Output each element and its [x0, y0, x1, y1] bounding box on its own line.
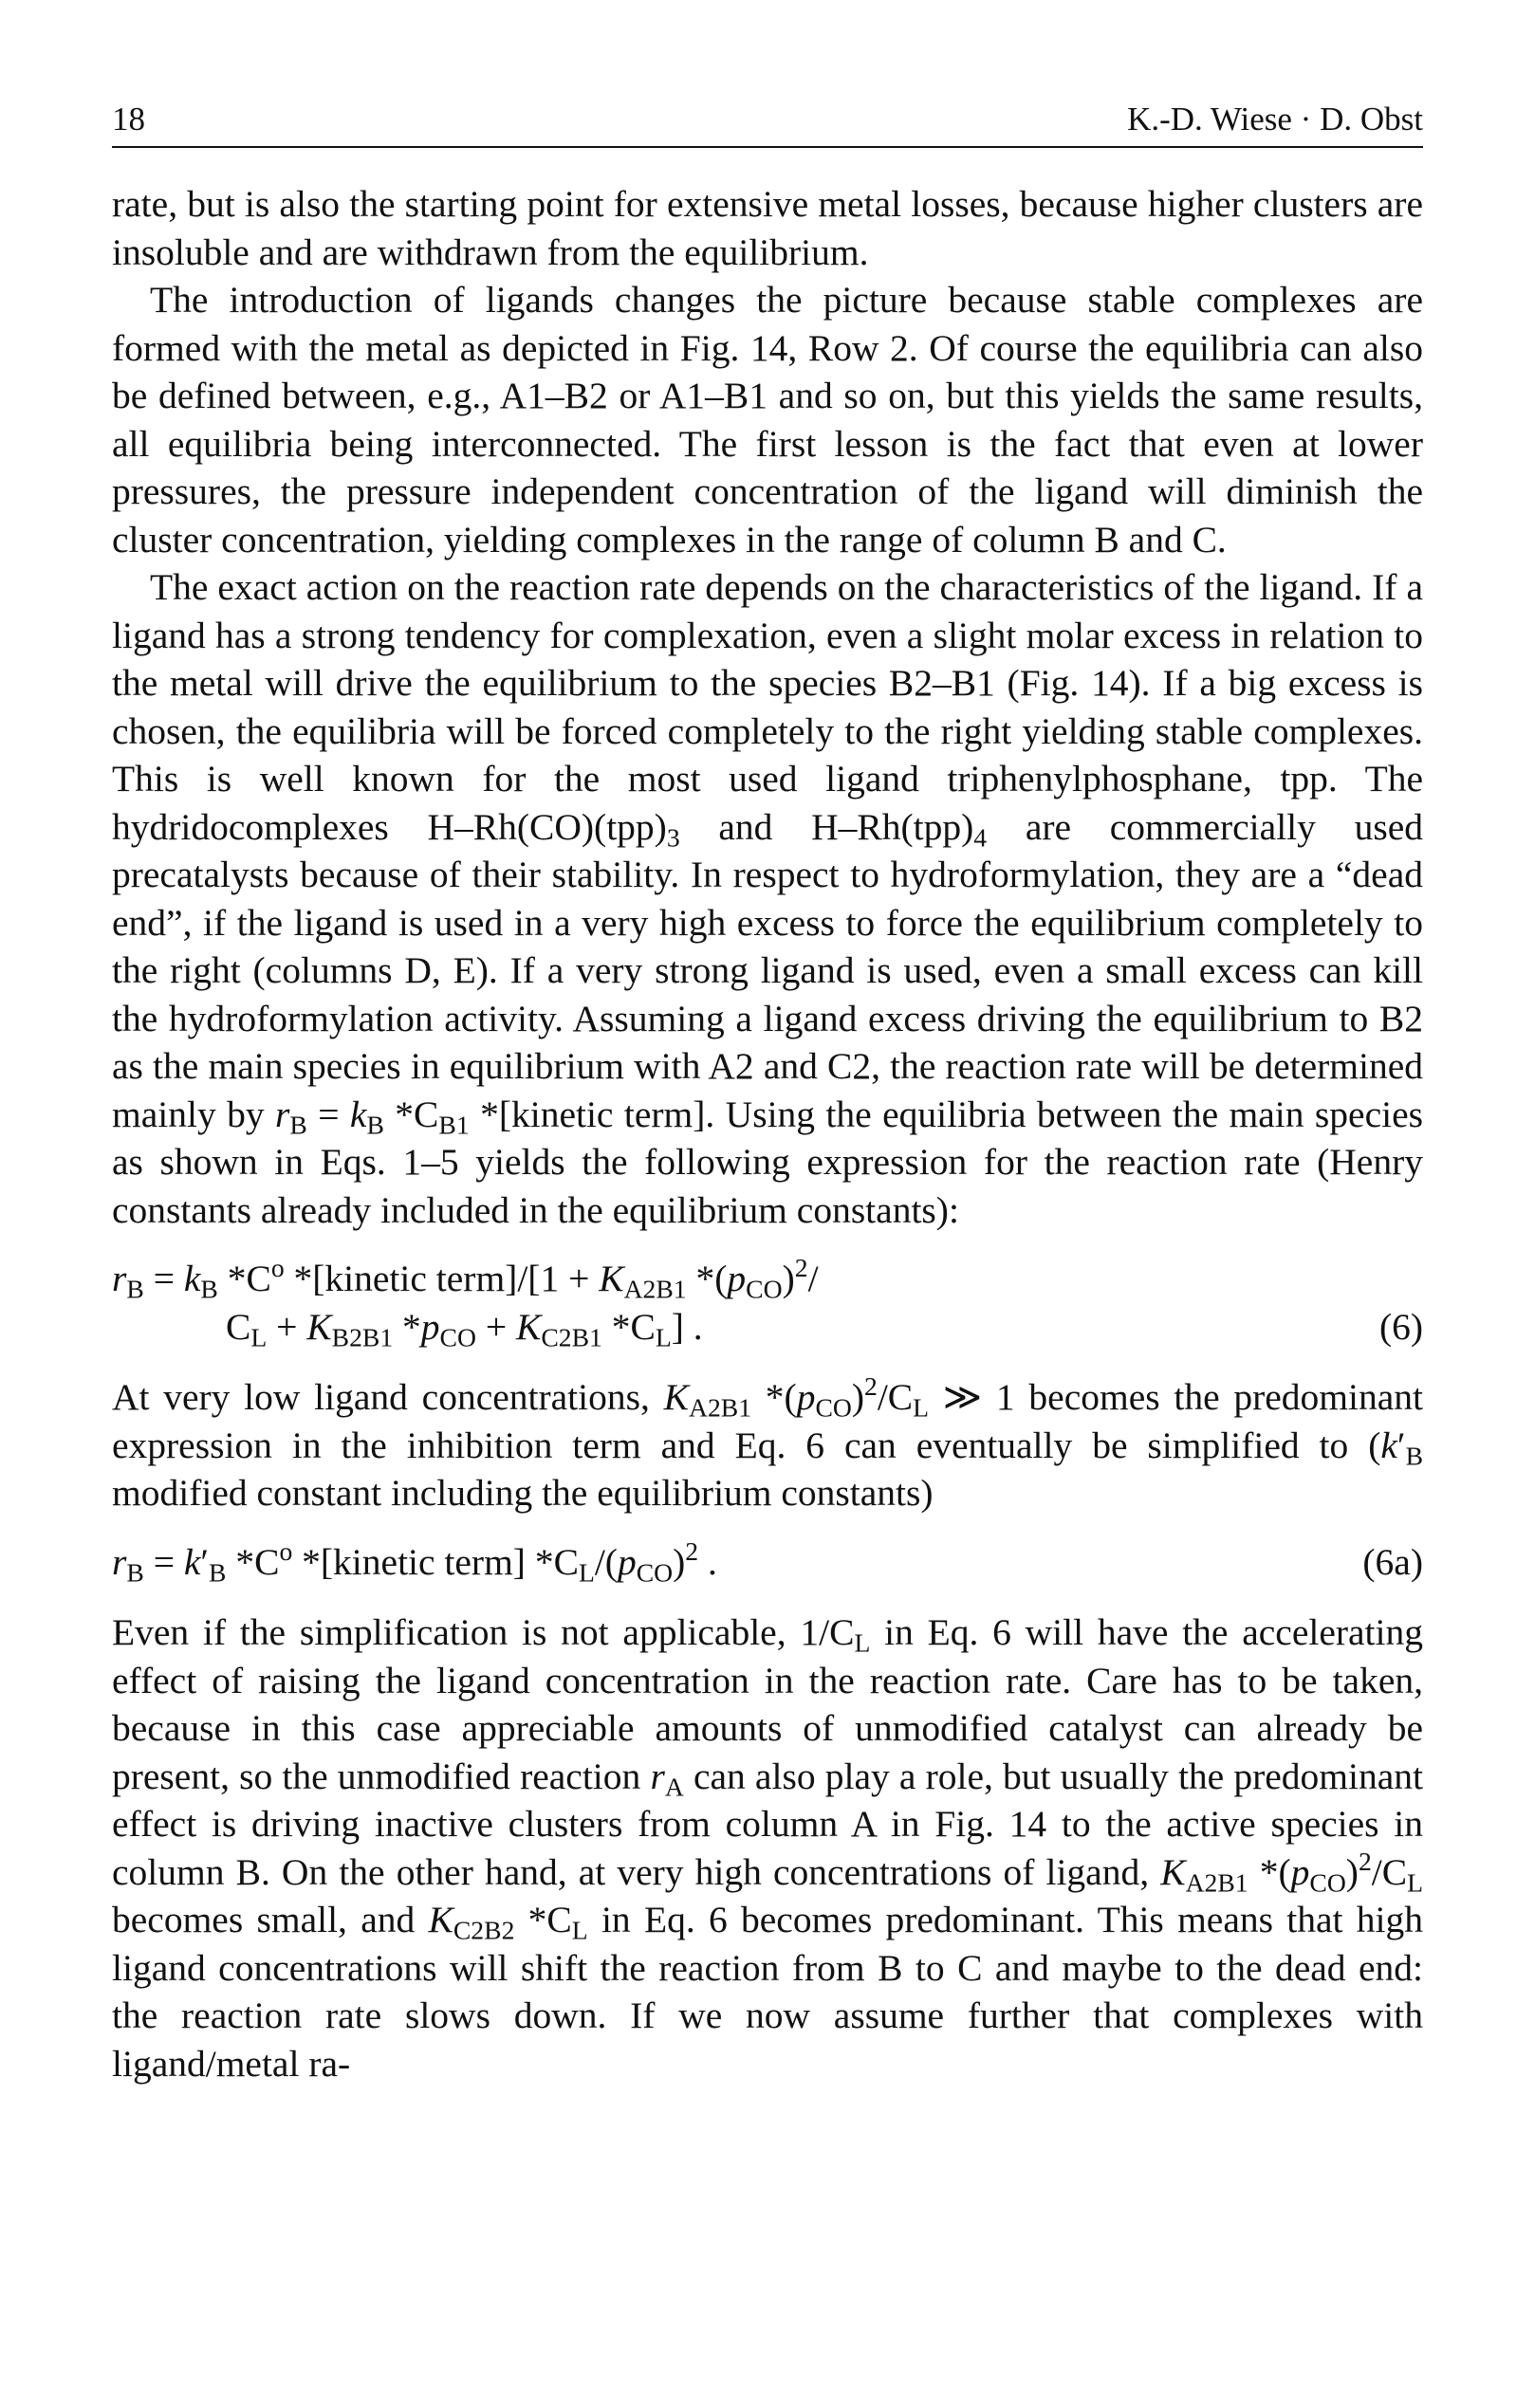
paragraph-3: The exact action on the reaction rate depends on the characteristics of the ligand. If a ligand has a strong tendency for complexation, even a slight molar excess in relation to the metal will drive the equilibrium to the species B2–B1 (Fig. 14). If a big excess is chosen, the equilibria will be forced completely to the right yielding stable complexes. This is well known for the most used ligand triphenylphosphane, tpp. The hydridocomplexes $H-Rh(CO)(tpp)_3$ and $H-Rh(tpp)_4$ are commercially used precatalysts because of their stability. In respect to hydroformylation, they are a “dead end”, if the ligand is used in a very high excess to force the equilibrium completely to the right (columns D, E). If a very strong ligand is used, even a small excess can kill the hydroformylation activity. Assuming a ligand excess driving the equilibrium to B2 as the main species in equilibrium with A2 and C2, the reaction rate will be determined mainly by $r_B = k_B$ $*C_{B1}$ *[kinetic term]. Using the equilibria between the main species as shown in Eqs. 1–5 yields the following expression for the reaction rate (Henry constants already included in the equilibrium constants):: [112, 566, 1424, 1231]
paragraph-1: rate, but is also the starting point for extensive metal losses, because higher clusters are insoluble and are withdrawn from the equilibrium.: [112, 183, 1423, 273]
paragraph-5: Even if the simplification is not applicable, $1/C_L$ in Eq. 6 will have the accelerating effect of raising the ligand concentration in the reaction rate. Care has to be taken, because in this case appreciable amounts of unmodified catalyst can already be present, so the unmodified reaction $r_A$ can also play a role, but usually the predominant effect is driving inactive clusters from column A in Fig. 14 to the active species in column B. On the other hand, at very high concentrations of ligand, $K_{A2B1}$ $*(p_{CO})^2/C_L$ becomes small, and $K_{C2B2}$ $*C_L$ in Eq. 6 becomes predominant. This means that high ligand concentrations will shift the reaction from B to C and maybe to the dead end: the reaction rate slows down. If we now assume further that complexes with ligand/metal ra-: [112, 1611, 1424, 2085]
running-head-authors: K.-D. Wiese · D. Obst: [1127, 101, 1423, 138]
equation-number: (6a): [1362, 1540, 1423, 1583]
rate-expression-inline: $r_B = k_B$ $*C_{B1}$ *[kinetic term]: [275, 1093, 706, 1140]
body-text: [112, 180, 1423, 2087]
equation-6-line-2: $C_L + K_{B2B1}$ $*p_{CO} + K_{C2B1}$ $*C_L$] .: [226, 1305, 703, 1352]
equation-number: (6): [1378, 1305, 1423, 1348]
equation-6-line-1: $r_B = k_B$ $*C^o$ *[kinetic term]/[1 + $K_{A2B1}$ $*(p_{CO})^2/$: [112, 1252, 819, 1304]
running-head: [112, 99, 1423, 148]
equation-6: [112, 1252, 1423, 1352]
page-number: 18: [112, 101, 145, 138]
paragraph-2: The introduction of ligands changes the picture because stable complexes are formed with the metal as depicted in Fig. 14, Row 2. Of course the equilibria can also be defined between, e.g., A1–B2 or A1–B1 and so on, but this yields the same results, all equilibria being interconnected. The first lesson is the fact that even at lower pressures, the pressure independent concentration of the ligand will diminish the cluster concentration, yielding complexes in the range of column B and C.: [112, 279, 1423, 561]
paragraph-4: At very low ligand concentrations, $K_{A2B1}$ $*(p_{CO})^2/C_L$ ≫ 1 becomes the predominant expression in the inhibition term and Eq. 6 can eventually be simplified to ($k'_B$ modified constant including the equilibrium constants): [112, 1370, 1423, 1514]
equation-6a-line: $r_B = k'_B$ $*C^o$ *[kinetic term] $*C_L/(p_{CO})^2$ .: [112, 1535, 717, 1588]
equation-6a: [112, 1535, 1423, 1588]
